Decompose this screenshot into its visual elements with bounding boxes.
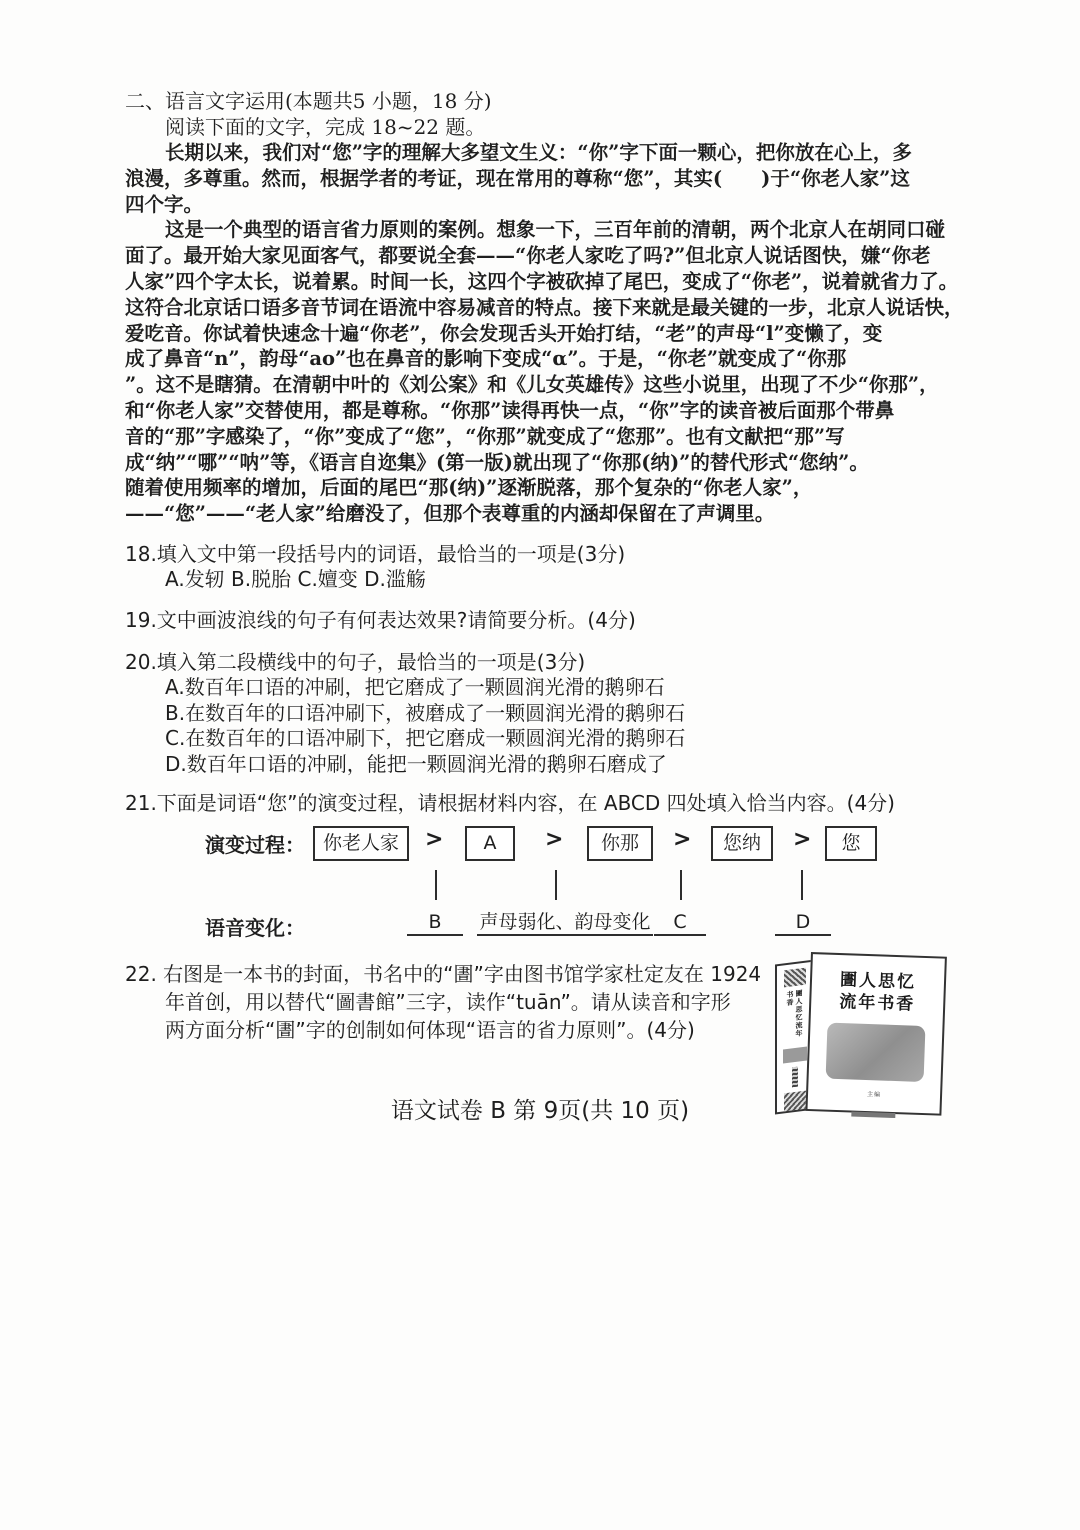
diagram-box-nin: 您: [825, 826, 877, 861]
connector-line: [680, 870, 682, 900]
question-20-option-b: B.在数百年的口语冲刷下，被磨成了一颗圆润光滑的鹅卵石: [165, 700, 686, 725]
passage-line: ”。这不是瞎猜。在清朝中叶的《刘公案》和《儿女英雄传》这些小说里，出现了不少“你那”，: [125, 373, 939, 397]
book-title-line1: 圕人思忆: [839, 969, 917, 993]
passage-line: 人家”四个字太长，说着累。时间一长，这四个字被砍掉了尾巴，变成了“你老”，说着就省力了。: [125, 269, 959, 293]
passage-paragraph-1: [125, 140, 970, 217]
spine-title-text: 圕人思忆流年书香: [786, 988, 804, 1038]
question-22-line: 22. 右图是一本书的封面，书名中的“圕”字由图书馆学家杜定友在 1924: [125, 961, 762, 986]
passage-line: 面了。最开始大家见面客气，都要说全套——“你老人家吃了吗?”但北京人说话图快，嫌“你老: [125, 244, 931, 268]
passage-line: 四个字。: [125, 192, 204, 216]
section-heading: 二、语言文字运用(本题共5 小题，18 分): [125, 89, 492, 113]
question-18-options: A.发轫 B.脱胎 C.嬗变 D.滥觞: [165, 566, 426, 591]
greater-than-arrow: >: [793, 826, 812, 852]
diagram-blank-phrase: 声母弱化、韵母变化: [477, 910, 653, 936]
connector-line: [555, 870, 557, 900]
connector-line: [801, 870, 803, 900]
book-cover-photo: [826, 1023, 926, 1082]
passage-line: 爱吃音。你试着快速念十遍“你老”，你会发现舌头开始打结，“老”的声母“l”变懒了，变: [125, 321, 883, 345]
passage-line: 随着使用频率的增加，后面的尾巴“那(纳)”逐渐脱落，那个复杂的“你老人家”，: [125, 476, 813, 500]
spine-text-block: [792, 1066, 798, 1087]
question-22-line: 年首创，用以替代“圖書館”三字，读作“tuān”。请从读音和字形: [165, 989, 731, 1014]
page-content: [125, 88, 970, 1099]
diagram-box-nina: 你那: [587, 826, 653, 861]
section-intro: 阅读下面的文字，完成 18~22 题。: [165, 115, 486, 139]
question-20-option-c: C.在数百年的口语冲刷下，把它磨成一颗圆润光滑的鹅卵石: [165, 726, 686, 751]
diagram-box-nilaorenjia: 你老人家: [313, 826, 409, 861]
spine-stamp-decoration: [784, 968, 806, 987]
book-editor-line: 主编: [866, 1090, 882, 1099]
passage-line: 这符合北京话口语多音节词在语流中容易减音的特点。接下来就是最关键的一步，北京人说话快，: [125, 295, 964, 319]
book-title: [811, 968, 944, 1017]
question-22-line: 两方面分析“圕”字的创制如何体现“语言的省力原则”。(4分): [165, 1017, 695, 1042]
passage-line: 浪漫，多尊重。然而，根据学者的考证，现在常用的尊称“您”，其实( )于“你老人家”这: [125, 166, 910, 190]
diagram-blank-b: B: [407, 910, 463, 936]
passage-line: 音的“那”字感染了，“你”变成了“您”，“你那”就变成了“您那”。也有文献把“那”写: [125, 424, 845, 448]
diagram-row1-label: 演变过程：: [205, 832, 305, 857]
connector-line: [435, 870, 437, 900]
page-footer: 语文试卷 B 第 9页(共 10 页): [390, 1098, 690, 1124]
diagram-blank-c: C: [654, 910, 706, 936]
passage-paragraph-2: [125, 217, 970, 527]
passage-line: 这是一个典型的语言省力原则的案例。想象一下，三百年前的清朝，两个北京人在胡同口碰: [165, 218, 946, 242]
diagram-blank-d: D: [775, 910, 831, 936]
greater-than-arrow: >: [545, 826, 564, 852]
passage-line: 成“纳”“哪”“呐”等，《语言自迩集》(第一版)就出现了“你那(纳)”的替代形式“您纳”。: [125, 450, 869, 474]
question-22: [125, 960, 970, 1099]
passage-line: 长期以来，我们对“您”字的理解大多望文生义：“你”字下面一颗心，把你放在心上，多: [165, 141, 912, 164]
question-18-stem: 18.填入文中第一段括号内的词语，最恰当的一项是(3分): [125, 541, 626, 566]
diagram-box-a: A: [465, 826, 515, 861]
diagram-box-ninna: 您纳: [711, 826, 773, 861]
greater-than-arrow: >: [425, 826, 444, 852]
greater-than-arrow: >: [673, 826, 692, 852]
evolution-diagram: [125, 826, 970, 944]
passage-line: ——“您”——“老人家”给磨没了，但那个表尊重的内涵却保留在了声调里。: [125, 502, 775, 526]
question-20-option-a: A.数百年口语的冲刷，把它磨成了一颗圆润光滑的鹅卵石: [165, 674, 665, 699]
question-21-stem: 21.下面是词语“您”的演变过程，请根据材料内容，在 ABCD 四处填入恰当内容。(4分): [125, 790, 895, 815]
book-title-line2: 流年书香: [838, 991, 916, 1015]
spine-image-block: [783, 1047, 807, 1063]
question-20-stem: 20.填入第二段横线中的句子，最恰当的一项是(3分): [125, 649, 586, 674]
question-19-stem: 19.文中画波浪线的句子有何表达效果?请简要分析。(4分): [125, 607, 636, 632]
question-20-option-d: D.数百年口语的冲刷，能把一颗圆润光滑的鹅卵石磨成了: [165, 752, 667, 777]
passage-line: 和“你老人家”交替使用，都是尊称。“你那”读得再快一点，“你”字的读音被后面那个带鼻: [125, 398, 895, 422]
passage-line: 成了鼻音“n”，韵母“ao”也在鼻音的影响下变成“α”。于是，“你老”就变成了“你那: [125, 347, 847, 371]
diagram-row2-label: 语音变化：: [205, 915, 305, 940]
